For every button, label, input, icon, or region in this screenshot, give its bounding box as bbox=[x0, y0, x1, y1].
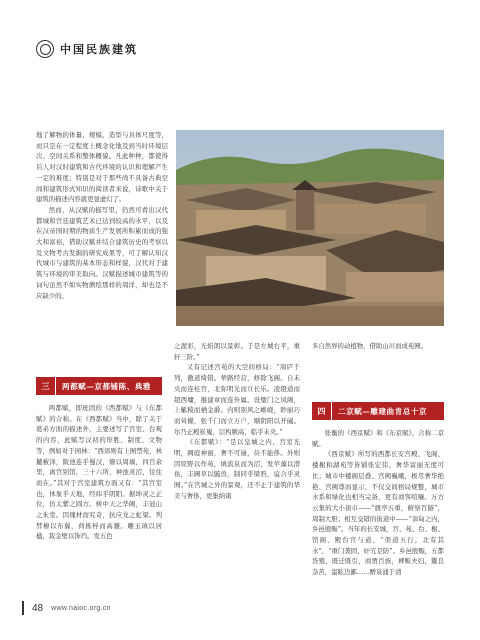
paragraph: 之渥彩，光焰朗以景彰。于是左城右平，重轩三阶。” bbox=[174, 342, 300, 361]
paragraph: 又有记述宫苑的大空间格局：“周庐千列，徼道绮错。辇路经营，修除飞阁。自未央而连桂宫，北弥明光而亘长乐。凌隥道而超西墉，掍建章而连外属。设璧门之凤阙，上觚稜而栖金爵。内则别风之嶕峣，眇丽巧而耸擢，张千门而立万户，顺阴阳以开阖。尔乃正殿崔嵬，层构厥高，临乎未央。” bbox=[174, 363, 300, 436]
page-footer bbox=[22, 601, 111, 615]
section-heading-4 bbox=[312, 396, 444, 578]
intro-text bbox=[36, 130, 168, 301]
magazine-header bbox=[36, 36, 138, 62]
paragraph: 然而，从汉赋的描写里，仍然可看出汉代都城和宫廷建筑艺术已达到较高的水平，以及在汉帝国时期的物质生产发展所积累而成的强大和富裕，借助汉赋并结合建筑历史的考察以及文物考古发掘的研究成果等，可了解认知汉代城市与建筑的基本形态和样貌，汉代对于建筑与环境的审美取向。汉赋描述城市建筑等的词句虽然不如实物测绘那样的周详，却也是不应缺少的。 bbox=[36, 205, 168, 300]
page-number: 48 bbox=[32, 602, 44, 614]
column-3-continued bbox=[312, 428, 444, 578]
paragraph: 《西京赋》所写的西都长安宫殿、飞阁、楼榭和湖苑等皆铺张宏伟、奢华富丽无度可比；城市中楼阁层叠、宫阙巍峨，极尽奢华绝艳、宫阙尊而显示，不仅交间格局规整，城市水系和绿化也相当完备，更有商客喧嚷。万方云集的大小街市——“旗亭五重，俯察百隧”，周制大胆；相互交错的街道中——“郊甸之内，乡邑殷赈”。当年的长安城，宫、苑、台、榭、馆阁、殿台宫与道、“渠道五行，北有其水”，“重门袭固，奸宄是防”。乡邑殷赈，五都货殖，既迁既引，商贾百族，裨贩夫妇，鬻良杂苦，蚩眩边鄙……赠泉涌于清 bbox=[312, 450, 444, 577]
courtyard-photo bbox=[176, 130, 444, 326]
column-1 bbox=[36, 403, 162, 542]
section-heading-3 bbox=[36, 371, 162, 403]
column-3 bbox=[312, 341, 444, 352]
paragraph: 张衡的《西京赋》和《东京赋》，合称二京赋。 bbox=[312, 429, 444, 448]
paragraph: 多自然界的动植物，借助山川而成苑囿。 bbox=[312, 342, 428, 350]
magazine-title: 中国民族建筑 bbox=[60, 43, 138, 56]
magazine-logo-icon bbox=[36, 40, 54, 58]
footer-divider bbox=[22, 601, 24, 615]
paragraph: 《东都赋》：“是以皇城之内，宫室光明，阙庭神丽，奢不可逾，俭不能侈。外则因原野以作苑，填流泉而为沼，发苹藻以潜鱼，丰圃草以毓兽，制同乎梁驺，谊合乎灵囿。”在宫城之外的景观，还不止于建筑的华美与奢侈，更集纳诸 bbox=[174, 438, 300, 500]
paragraph: 地了解物的体量、规模、造型与具体尺度等，而只是在一定程度上概念化地及到当时环境层次、空间关系和整体概貌。凡此种种，都使得后人对汉时建筑和古代环境的认识和理解产生一定的难度；特别是对于那些尚不具备古典空间和建筑形式知识的阅读者来说，诗歌中关于建筑的描述内容就更显虚幻了。 bbox=[36, 131, 168, 204]
section-title: 两都赋—京都铺陈、典雅 bbox=[62, 381, 152, 391]
column-2 bbox=[174, 341, 300, 502]
website-link[interactable]: www.naioc.org.cn bbox=[51, 604, 111, 612]
section-title: 二京赋—雕建曲肯总十京 bbox=[338, 406, 428, 416]
section-number: 三 bbox=[36, 377, 56, 395]
paragraph: 两都赋，即班固的《西都赋》与《东都赋》的合称。在《西都赋》当中，除了关于葛弟方面的描述外，主要述写了宫室、台观的内容，此赋写汉初的形胜、制度、文物等，例如对于园林：“西郊则有上囿禁苑，林麓薮泽，陂池连乎蜀汉，缭以周墙，四百余里，离宫别馆，三十六所，神池灵沼，往往而在。”其对于宫室建筑方面又有：“其宫室也，体象乎天地，经纬乎阴阳。据坤灵之正位，仿太紫之圆方。树中天之华阙，丰冠山之朱堂。因瑰材而究奇，抗应龙之虹梁。列棼橑以布翼，荷栋桴而高骧。雕玉瑱以居楹，裁金壁以饰珰。发五色 bbox=[36, 404, 162, 541]
section-number: 四 bbox=[312, 402, 332, 420]
